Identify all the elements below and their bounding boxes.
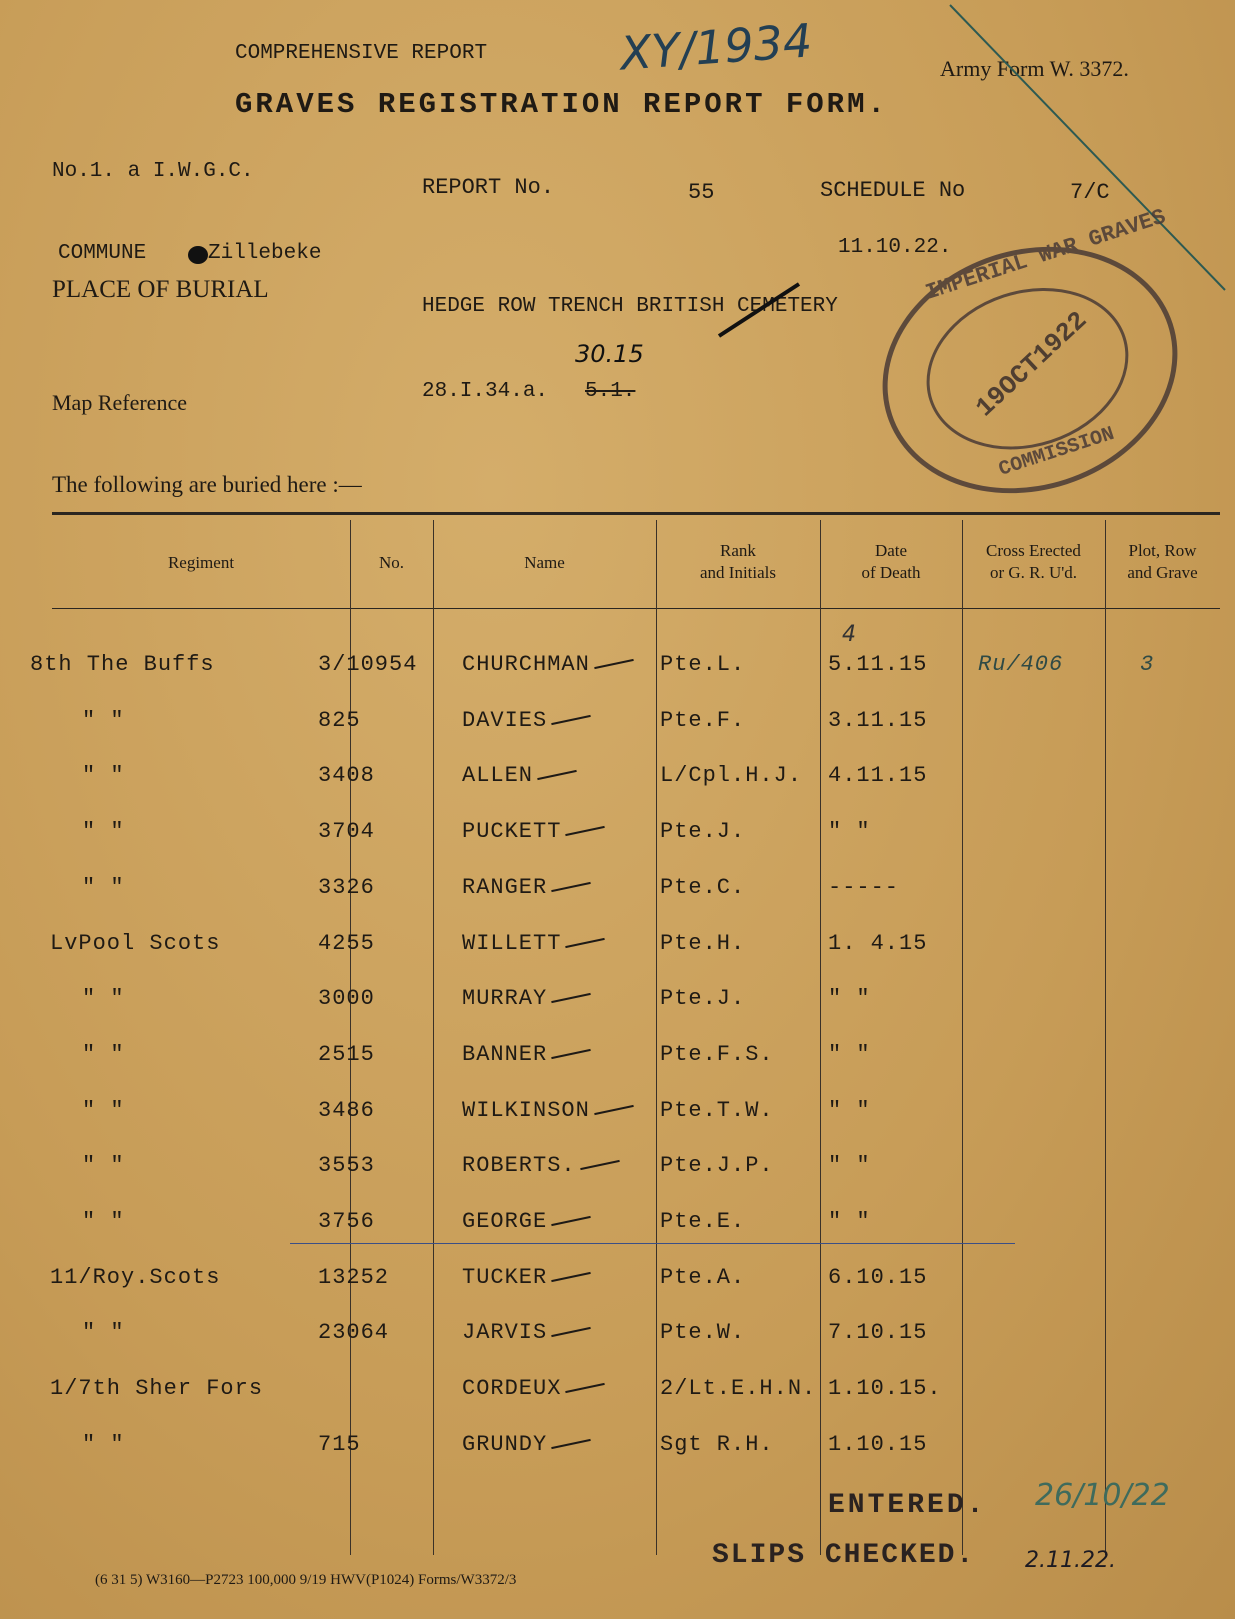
row-name xyxy=(462,1265,591,1290)
row-date: " " xyxy=(828,1209,871,1234)
row-regiment: " " xyxy=(82,1042,125,1067)
row-cross: Ru/406 xyxy=(978,652,1064,677)
check-mark-icon xyxy=(580,1160,620,1170)
row-rank: Pte.H. xyxy=(660,931,746,956)
row-number: 3486 xyxy=(318,1098,375,1123)
row-regiment: " " xyxy=(82,1432,125,1457)
commune-value: Zillebeke xyxy=(208,242,322,265)
row-date: " " xyxy=(828,819,871,844)
row-name xyxy=(462,1432,591,1457)
row-rank: Pte.E. xyxy=(660,1209,746,1234)
row-regiment: " " xyxy=(82,1153,125,1178)
form-footer: (6 31 5) W3160—P2723 100,000 9/19 HWV(P1024) Forms/W3372/3 xyxy=(95,1572,517,1588)
row-rank: 2/Lt.E.H.N. xyxy=(660,1376,817,1401)
row-regiment: " " xyxy=(82,1209,125,1234)
row-rank: Pte.J. xyxy=(660,819,746,844)
surname: JARVIS xyxy=(462,1320,548,1345)
pencil-line xyxy=(290,1243,1015,1244)
row-date: " " xyxy=(828,1153,871,1178)
surname: WILKINSON xyxy=(462,1098,590,1123)
map-reference-value: 28.I.34.a. xyxy=(422,380,549,403)
row-name xyxy=(462,986,591,1011)
row-regiment: " " xyxy=(82,708,125,733)
check-mark-icon xyxy=(594,1105,634,1115)
row-date: 1.10.15 xyxy=(828,1432,928,1457)
row-date: " " xyxy=(828,1042,871,1067)
row-name xyxy=(462,931,605,956)
commune-label: COMMUNE xyxy=(58,242,147,265)
row-name xyxy=(462,1042,591,1067)
row-number: 13252 xyxy=(318,1265,390,1290)
schedule-label: SCHEDULE No xyxy=(820,178,966,203)
row-number: 3/10954 xyxy=(318,652,418,677)
row-date: 1.10.15. xyxy=(828,1376,942,1401)
check-mark-icon xyxy=(594,659,634,669)
row-regiment: LvPool Scots xyxy=(50,931,221,956)
col-divider xyxy=(656,520,657,1555)
surname: ROBERTS. xyxy=(462,1153,576,1178)
row-date: 3.11.15 xyxy=(828,708,928,733)
row-rank: Pte.W. xyxy=(660,1320,746,1345)
row-number: 2515 xyxy=(318,1042,375,1067)
surname: WILLETT xyxy=(462,931,562,956)
comprehensive-report-label: COMPREHENSIVE REPORT xyxy=(235,42,488,65)
row-date: 1. 4.15 xyxy=(828,931,928,956)
row-date: 5.11.15 xyxy=(828,652,928,677)
row-name xyxy=(462,708,591,733)
check-mark-icon xyxy=(566,938,606,948)
table-top-rule xyxy=(52,512,1220,515)
col-divider xyxy=(820,520,821,1555)
report-number: 55 xyxy=(688,180,715,205)
row-name xyxy=(462,652,634,677)
place-of-burial-value: HEDGE ROW TRENCH BRITISH CEMETERY xyxy=(422,295,838,318)
strike-stroke xyxy=(715,280,805,340)
surname: TUCKER xyxy=(462,1265,548,1290)
schedule-number: 7/C xyxy=(1070,180,1110,205)
surname: PUCKETT xyxy=(462,819,562,844)
table-header-rule xyxy=(52,608,1220,609)
row-regiment: 8th The Buffs xyxy=(30,652,215,677)
row-rank: Pte.J. xyxy=(660,986,746,1011)
row-regiment: " " xyxy=(82,819,125,844)
map-reference-struck: 5.1. xyxy=(585,380,636,403)
surname: MURRAY xyxy=(462,986,548,1011)
entered-handwritten: 26/10/22 xyxy=(1035,1478,1170,1513)
row-regiment: " " xyxy=(82,986,125,1011)
row-number: 3000 xyxy=(318,986,375,1011)
row-date: 4.11.15 xyxy=(828,763,928,788)
unit-label: No.1. a I.W.G.C. xyxy=(52,160,254,183)
row-rank: Pte.J.P. xyxy=(660,1153,774,1178)
check-mark-icon xyxy=(551,1216,591,1226)
check-mark-icon xyxy=(551,1327,591,1337)
ink-blot xyxy=(188,246,208,264)
row-number: 23064 xyxy=(318,1320,390,1345)
row-date: " " xyxy=(828,986,871,1011)
row-regiment: 1/7th Sher Fors xyxy=(50,1376,264,1401)
check-mark-icon xyxy=(537,770,577,780)
row-name xyxy=(462,763,577,788)
col-rank: Rank and Initials xyxy=(699,541,776,582)
row-number: 3408 xyxy=(318,763,375,788)
row-date: 6.10.15 xyxy=(828,1265,928,1290)
row-number: 3756 xyxy=(318,1209,375,1234)
surname: BANNER xyxy=(462,1042,548,1067)
map-reference-correction: 30.15 xyxy=(575,340,644,368)
check-mark-icon xyxy=(551,1272,591,1282)
row-regiment: " " xyxy=(82,763,125,788)
row-rank: Pte.A. xyxy=(660,1265,746,1290)
check-mark-icon xyxy=(551,993,591,1003)
surname: DAVIES xyxy=(462,708,548,733)
surname: ALLEN xyxy=(462,763,534,788)
surname: RANGER xyxy=(462,875,548,900)
row-regiment: " " xyxy=(82,875,125,900)
form-title: GRAVES REGISTRATION REPORT FORM. xyxy=(235,88,888,121)
check-mark-icon xyxy=(551,1439,591,1449)
report-label: REPORT No. xyxy=(422,175,555,200)
col-regiment: Regiment xyxy=(167,553,235,572)
check-mark-icon xyxy=(551,1049,591,1059)
place-of-burial-label: PLACE OF BURIAL xyxy=(52,276,269,303)
row-rank: Pte.T.W. xyxy=(660,1098,774,1123)
row-name xyxy=(462,819,605,844)
intro-text: The following are buried here :— xyxy=(52,472,362,497)
col-divider xyxy=(433,520,434,1555)
row-name xyxy=(462,1209,591,1234)
entered-stamp: ENTERED. xyxy=(828,1490,987,1521)
check-mark-icon xyxy=(551,882,591,892)
row-number: 3704 xyxy=(318,819,375,844)
row-name xyxy=(462,1320,591,1345)
report-date: 11.10.22. xyxy=(838,236,952,259)
check-mark-icon xyxy=(566,1383,606,1393)
army-form-label: Army Form W. 3372. xyxy=(940,56,1129,81)
col-name: Name xyxy=(524,553,565,572)
row-date: 7.10.15 xyxy=(828,1320,928,1345)
row-number: 4255 xyxy=(318,931,375,956)
row-date: " " xyxy=(828,1098,871,1123)
date-correction: 4 xyxy=(842,622,856,647)
check-mark-icon xyxy=(551,715,591,725)
row-number: 3553 xyxy=(318,1153,375,1178)
surname: CHURCHMAN xyxy=(462,652,590,677)
row-regiment: 11/Roy.Scots xyxy=(50,1265,221,1290)
row-number: 3326 xyxy=(318,875,375,900)
row-plot: 3 xyxy=(1140,652,1155,677)
col-divider xyxy=(962,520,963,1555)
slips-checked-stamp: SLIPS CHECKED. xyxy=(712,1540,976,1571)
surname: GEORGE xyxy=(462,1209,548,1234)
col-cross: Cross Erected or G. R. U'd. xyxy=(986,541,1081,582)
row-regiment: " " xyxy=(82,1320,125,1345)
row-rank: Sgt R.H. xyxy=(660,1432,774,1457)
handwritten-reference: XY/1934 xyxy=(618,13,814,81)
row-rank: Pte.L. xyxy=(660,652,746,677)
row-regiment: " " xyxy=(82,1098,125,1123)
col-number: No. xyxy=(378,553,405,572)
row-number: 825 xyxy=(318,708,361,733)
row-name xyxy=(462,1153,620,1178)
row-name xyxy=(462,1376,605,1401)
surname: CORDEUX xyxy=(462,1376,562,1401)
map-reference-label: Map Reference xyxy=(52,390,187,415)
row-name xyxy=(462,875,591,900)
row-rank: Pte.C. xyxy=(660,875,746,900)
row-rank: L/Cpl.H.J. xyxy=(660,763,803,788)
iwgc-stamp: IMPERIAL WAR GRAVES 19OCT1922 COMMISSION xyxy=(850,210,1209,531)
col-date: Date of Death xyxy=(861,541,921,582)
row-number: 715 xyxy=(318,1432,361,1457)
check-mark-icon xyxy=(566,826,606,836)
row-rank: Pte.F.S. xyxy=(660,1042,774,1067)
row-rank: Pte.F. xyxy=(660,708,746,733)
col-divider xyxy=(1105,520,1106,1555)
surname: GRUNDY xyxy=(462,1432,548,1457)
slips-checked-handwritten: 2.11.22. xyxy=(1025,1548,1116,1573)
row-date: ----- xyxy=(828,875,900,900)
col-plot: Plot, Row and Grave xyxy=(1127,541,1198,582)
row-name xyxy=(462,1098,634,1123)
